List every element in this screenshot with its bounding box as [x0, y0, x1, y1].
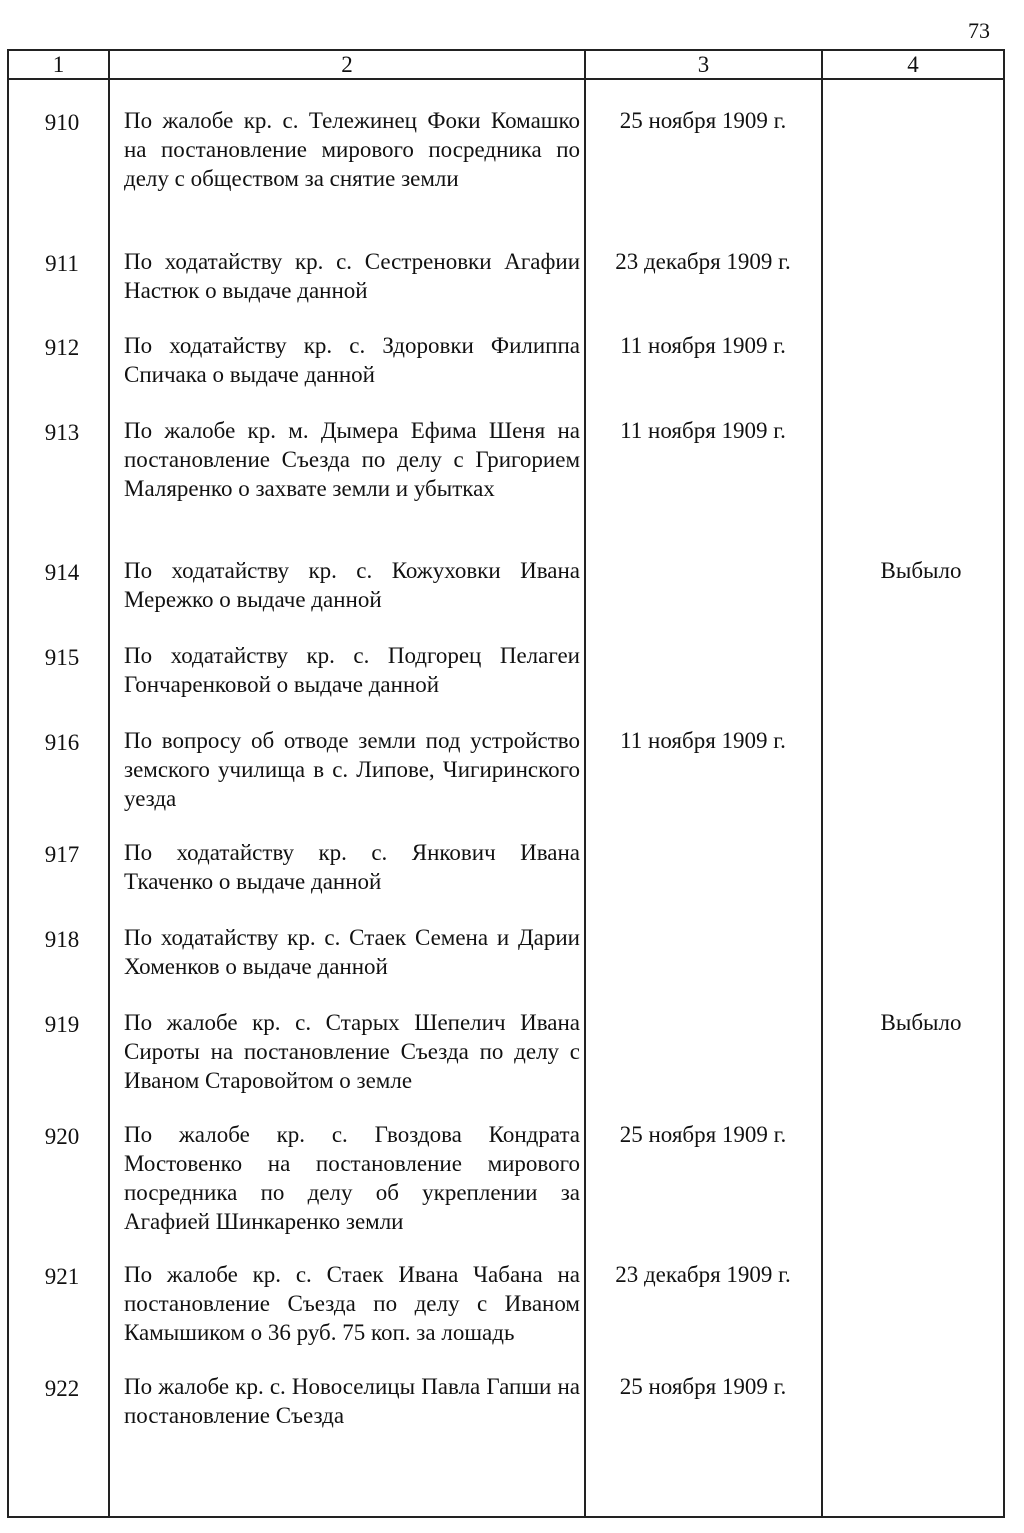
row-description: По ходатайству кр. с. Янкович Ивана Ткаченко о выдаче данной [124, 840, 580, 894]
table-row [8, 923, 1002, 1008]
row-note [828, 106, 1002, 247]
row-note [828, 1260, 1002, 1372]
column-header-1: 1 [52, 52, 65, 77]
row-note [828, 247, 1002, 331]
row-date: 25 ноября 1909 г. [619, 1122, 787, 1147]
row-number: 910 [44, 110, 80, 135]
row-description: По жалобе кр. с. Новоселицы Павла Гапши на постановление Съезда [124, 1374, 580, 1428]
table-row [8, 1372, 1002, 1457]
table-body [8, 106, 1002, 1457]
table-header-divider [7, 78, 1005, 80]
row-number: 920 [44, 1124, 80, 1149]
row-date [588, 641, 828, 726]
row-date: 25 ноября 1909 г. [619, 108, 787, 133]
row-note [828, 923, 1002, 1008]
page-number: 73 [968, 18, 990, 43]
row-description: По жалобе кр. с. Стаек Ивана Чабана на постановление Съезда по делу с Иваном Камышиком о 36 руб. 75 коп. за лошадь [124, 1262, 580, 1345]
row-description: По ходатайству кр. с. Кожуховки Ивана Мережко о выдаче данной [124, 558, 580, 612]
table-row [8, 1260, 1002, 1372]
row-description: По ходатайству кр. с. Подгорец Пелагеи Гончаренковой о выдаче данной [124, 643, 580, 697]
row-number: 911 [45, 251, 79, 276]
table-row [8, 641, 1002, 726]
column-header-4: 4 [907, 52, 919, 77]
row-description: По жалобе кр. м. Дымера Ефима Шеня на постановление Съезда по делу с Григорием Маляренко о захвате земли и убытках [124, 418, 580, 501]
row-description: По ходатайству кр. с. Стаек Семена и Дарии Хоменков о выдаче данной [124, 925, 580, 979]
row-date [588, 923, 828, 1008]
row-number: 918 [44, 927, 80, 952]
row-date: 11 ноября 1909 г. [620, 418, 786, 443]
row-date: 11 ноября 1909 г. [620, 728, 786, 753]
row-note [828, 331, 1002, 416]
row-note: Выбыло [880, 558, 962, 583]
row-number: 915 [44, 645, 80, 670]
row-note: Выбыло [880, 1010, 962, 1035]
table-row [8, 247, 1002, 331]
table-row [8, 106, 1002, 247]
column-header-2: 2 [341, 52, 353, 77]
table-row [8, 416, 1002, 556]
row-number: 921 [44, 1264, 80, 1289]
table-row [8, 1120, 1002, 1260]
row-description: По жалобе кр. с. Тележинец Фоки Комашко на постановление мирового посредника по делу с обществом за снятие земли [124, 108, 580, 191]
row-note [828, 416, 1002, 556]
table-row [8, 331, 1002, 416]
row-number: 912 [44, 335, 80, 360]
row-date: 11 ноября 1909 г. [620, 333, 786, 358]
row-number: 914 [44, 560, 80, 585]
row-note [828, 1372, 1002, 1457]
row-date: 25 ноября 1909 г. [619, 1374, 787, 1399]
row-date [588, 838, 828, 923]
table-bottom-border [7, 1516, 1005, 1518]
row-number: 919 [44, 1012, 80, 1037]
row-description: По ходатайству кр. с. Здоровки Филиппа Спичака о выдаче данной [124, 333, 580, 387]
row-date: 23 декабря 1909 г. [615, 249, 791, 274]
row-number: 913 [44, 420, 80, 445]
column-header-3: 3 [697, 52, 710, 77]
row-date: 23 декабря 1909 г. [615, 1262, 791, 1287]
row-description: По жалобе кр. с. Старых Шепелич Ивана Сироты на постановление Съезда по делу с Иваном Старовойтом о земле [124, 1010, 580, 1093]
table-row [8, 556, 1002, 641]
row-note [828, 1120, 1002, 1260]
row-note [828, 726, 1002, 838]
row-note [828, 838, 1002, 923]
row-date [588, 1008, 828, 1120]
table-right-border [1003, 50, 1005, 1518]
table-row [8, 1008, 1002, 1120]
row-number: 917 [44, 842, 80, 867]
row-note [828, 641, 1002, 726]
table-row [8, 838, 1002, 923]
row-number: 922 [44, 1376, 80, 1401]
row-number: 916 [44, 730, 80, 755]
table-row [8, 726, 1002, 838]
row-description: По жалобе кр. с. Гвоздова Кондрата Мостовенко на постановление мирового посредника по делу об укреплении за Агафией Шинкаренко земли [124, 1122, 580, 1234]
row-description: По ходатайству кр. с. Сестреновки Агафии Настюк о выдаче данной [124, 249, 580, 303]
row-date [588, 556, 828, 641]
row-description: По вопросу об отводе земли под устройство земского училища в с. Липове, Чигиринского уезда [124, 728, 580, 811]
